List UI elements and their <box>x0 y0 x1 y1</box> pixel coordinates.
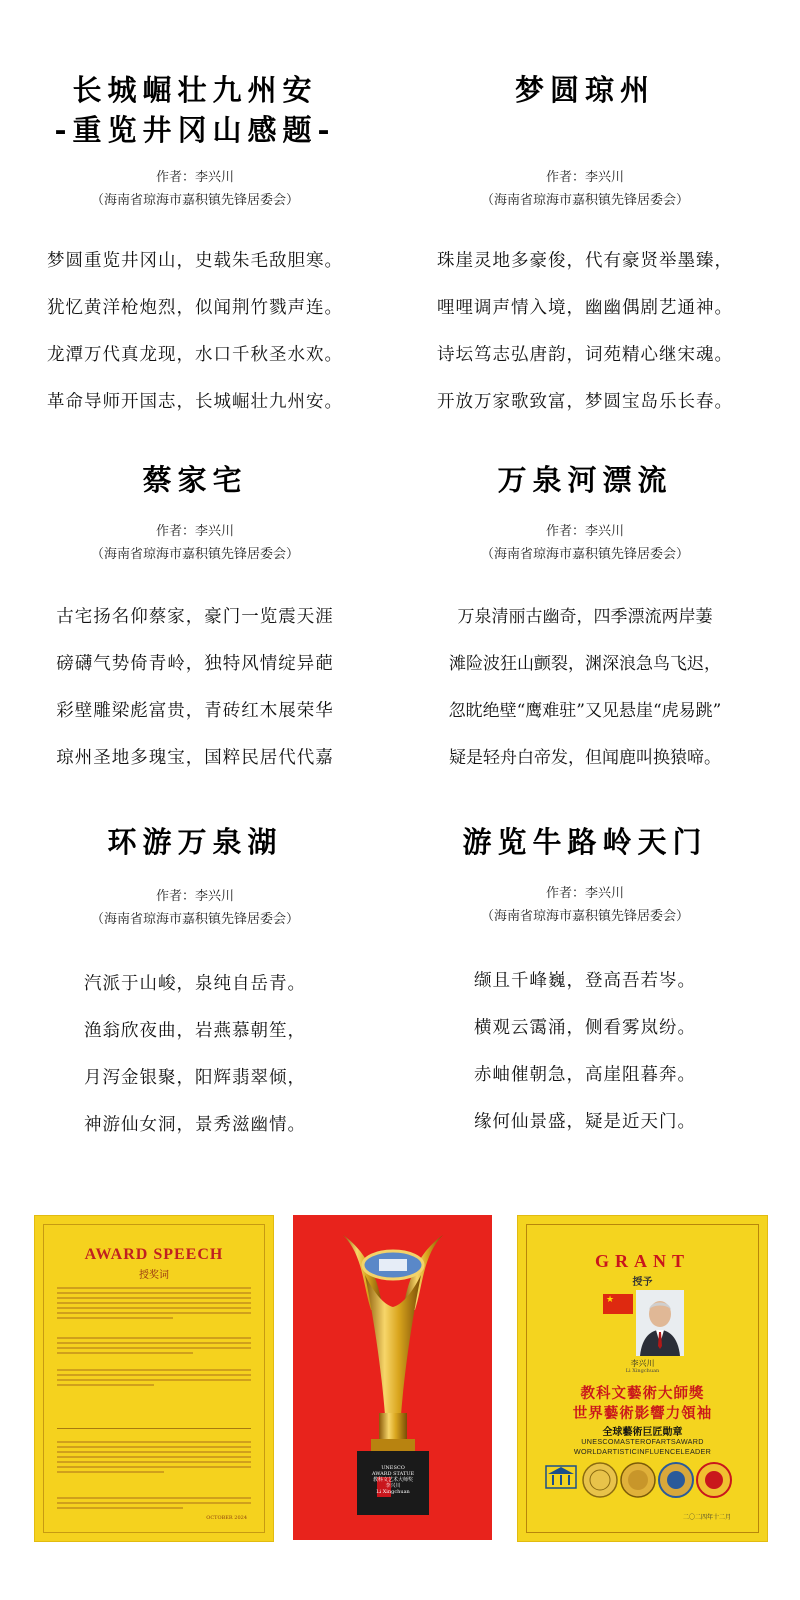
award-speech-title: AWARD SPEECH <box>84 1246 224 1263</box>
poem-changcheng <box>0 70 390 426</box>
divider <box>57 1428 251 1429</box>
poem-wanquanhe-piaoliu <box>390 460 780 782</box>
award-speech-paragraph <box>57 1366 251 1389</box>
grant-recipient-name-en: Li Xingchuan <box>625 1368 660 1374</box>
grant-award-line: 世界藝術影響力領袖 <box>572 1405 713 1422</box>
poem-lines <box>0 238 390 426</box>
poem-line: 彩壁雕梁彪富贵，青砖红木展荣华 <box>56 701 334 721</box>
poem-line: 琼州圣地多瑰宝，国粹民居代代嘉 <box>56 748 334 768</box>
unesco-logo-icon <box>546 1466 576 1488</box>
poem-affiliation: （海南省琼海市嘉积镇先锋居委会） <box>480 193 689 208</box>
seals-row <box>544 1460 744 1500</box>
poem-mengyuan-qiongzhou <box>390 70 780 426</box>
poem-affiliation: （海南省琼海市嘉积镇先锋居委会） <box>90 912 299 927</box>
poem-title <box>0 822 390 862</box>
emblem-seal-icon <box>583 1463 617 1497</box>
poem-title <box>0 460 390 500</box>
china-flag-icon: ★ <box>603 1294 633 1314</box>
poem-subtitle-line: -重览井冈山感题- <box>54 113 336 147</box>
poem-title-line: 蔡家宅 <box>142 463 248 497</box>
poem-author: 作者：李兴川 <box>545 524 624 539</box>
poem-line: 缬且千峰巍，登高吾若岑。 <box>474 971 696 991</box>
grant-english-line: UNESCOMASTEROFARTSAWARD <box>581 1437 704 1446</box>
poem-line: 犹忆黄洋枪炮烈，似闻荆竹戮声连。 <box>47 298 343 318</box>
grant-recipient-name: 李兴川 <box>630 1359 655 1368</box>
grant-title: GRANT <box>594 1251 690 1271</box>
poem-author: 作者：李兴川 <box>545 886 624 901</box>
poem-title <box>0 70 390 150</box>
poem-title-line: 长城崛壮九州安 <box>72 73 318 107</box>
emblem-seal-icon <box>659 1463 693 1497</box>
award-speech-paragraph <box>57 1284 251 1322</box>
poem-line: 渔翁欣夜曲，岩燕慕朝笙， <box>84 1021 306 1041</box>
poem-author: 作者：李兴川 <box>545 170 624 185</box>
poem-line: 赤岫催朝急，高崖阻暮奔。 <box>474 1065 696 1085</box>
poem-lines <box>0 594 390 782</box>
poem-caijiazhai <box>0 460 390 782</box>
trophy-plate-line: AWARD STATUE <box>371 1471 415 1477</box>
poem-author: 作者：李兴川 <box>155 170 234 185</box>
poem-author: 作者：李兴川 <box>155 524 234 539</box>
poem-author: 作者：李兴川 <box>155 889 234 904</box>
poem-title-line: 游览牛路岭天门 <box>462 825 708 859</box>
poem-lines <box>390 238 780 426</box>
poem-title-line: 环游万泉湖 <box>107 825 283 859</box>
trophy-plate-line: Li Xingchuan <box>376 1489 410 1495</box>
award-speech-date: OCTOBER 2024 <box>206 1515 247 1521</box>
poem-line: 古宅扬名仰蔡家，豪门一览震天涯 <box>56 607 334 627</box>
poem-niululing-tianmen <box>390 822 780 1146</box>
poem-line: 疑是轻舟白帝发，但闻鹿叫换猿啼。 <box>449 748 721 768</box>
trophy-plate-line: 教科文艺术大师奖 <box>372 1477 413 1483</box>
poem-lines <box>390 958 780 1146</box>
poem-line: 滩险波狂山颤裂，渊深浪急鸟飞迟， <box>449 654 721 674</box>
poem-line: 忽眈绝壁“鹰难驻”又见悬崖“虎易跳” <box>448 701 722 721</box>
grant-date: 二〇二四年十二月 <box>682 1514 731 1521</box>
poem-title <box>390 822 780 862</box>
poem-line: 磅礴气势倚青岭，独特风情绽异葩 <box>56 654 334 674</box>
poem-lines <box>0 961 390 1149</box>
poem-line: 梦圆重览井冈山，史载朱毛敌胆寒。 <box>47 251 343 271</box>
poem-line: 开放万家歌致富，梦圆宝岛乐长春。 <box>437 392 733 412</box>
poem-line: 龙潭万代真龙现，水口千秋圣水欢。 <box>47 345 343 365</box>
poem-line: 月泻金银聚，阳辉翡翠倾， <box>84 1068 306 1088</box>
poem-affiliation: （海南省琼海市嘉积镇先锋居委会） <box>480 909 689 924</box>
emblem-seal-icon <box>697 1463 731 1497</box>
emblem-seal-icon <box>621 1463 655 1497</box>
poem-affiliation: （海南省琼海市嘉积镇先锋居委会） <box>90 547 299 562</box>
award-speech-paragraph <box>57 1334 251 1357</box>
award-speech-paragraph-en <box>57 1494 251 1512</box>
poem-line: 珠崖灵地多豪俊，代有豪贤举墨臻， <box>437 251 733 271</box>
poem-line: 横观云霭涌，侧看雾岚纷。 <box>474 1018 696 1038</box>
poem-line: 汽派于山峻，泉纯自岳青。 <box>84 974 306 994</box>
portrait-photo <box>636 1290 684 1356</box>
trophy-plate <box>365 1465 421 1495</box>
poem-title <box>390 460 780 500</box>
award-speech-subtitle: 授奖词 <box>139 1270 169 1281</box>
grant-award-line: 教科文藝術大師獎 <box>580 1385 705 1402</box>
poem-affiliation: （海南省琼海市嘉积镇先锋居委会） <box>480 547 689 562</box>
trophy-plate-line: 李兴川 <box>385 1483 401 1489</box>
poem-line: 神游仙女洞，景秀滋幽情。 <box>84 1115 306 1135</box>
poem-affiliation: （海南省琼海市嘉积镇先锋居委会） <box>90 193 299 208</box>
award-speech-paragraph-en <box>57 1438 251 1476</box>
grant-award-line: 全球藝術巨匠勛章 <box>602 1427 683 1438</box>
grant-subtitle: 授予 <box>632 1277 653 1288</box>
poem-line: 革命导师开国志，长城崛壮九州安。 <box>47 392 343 412</box>
poem-title-line: 梦圆琼州 <box>514 73 655 107</box>
poem-lines <box>390 594 780 782</box>
award-speech-certificate <box>34 1215 274 1542</box>
poem-line: 缘何仙景盛，疑是近天门。 <box>474 1112 696 1132</box>
trophy-photo <box>293 1215 492 1540</box>
grant-certificate <box>517 1215 768 1542</box>
poem-line: 哩哩调声情入境，幽幽偶剧艺通神。 <box>437 298 733 318</box>
poem-title-line: 万泉河漂流 <box>497 463 673 497</box>
poem-line: 诗坛笃志弘唐韵，词苑精心继宋魂。 <box>437 345 733 365</box>
poem-huanyou-wanquanhu <box>0 822 390 1149</box>
poem-title <box>390 70 780 110</box>
poem-line: 万泉清丽古幽奇，四季漂流两岸萋 <box>457 607 713 627</box>
grant-english-line: WORLDARTISTICINFLUENCELEADER <box>573 1447 712 1456</box>
trophy-plate-line: UNESCO <box>381 1465 405 1471</box>
